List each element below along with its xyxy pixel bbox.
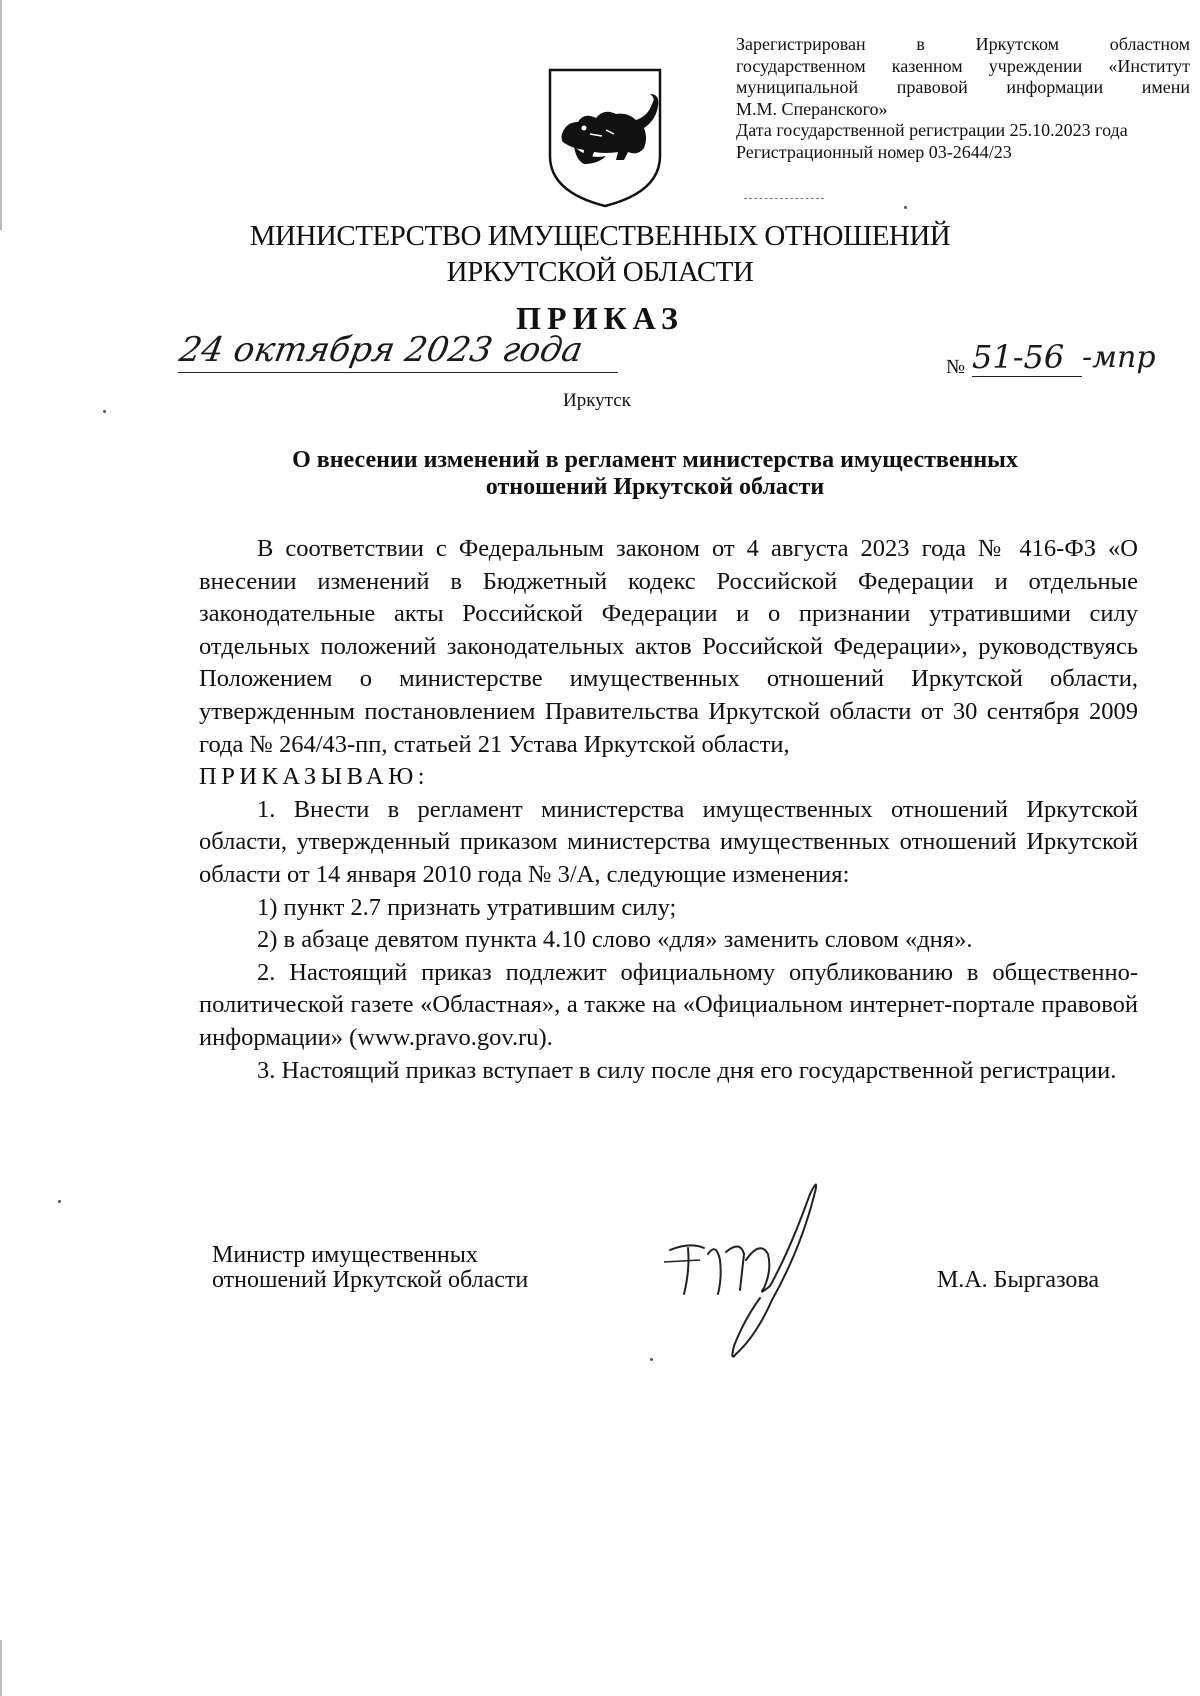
signatory-title-line2: отношений Иркутской области (212, 1267, 529, 1293)
preamble-paragraph: В соответствии с Федеральным законом от 4 августа 2023 года № 416-ФЗ «О внесении изменений в Бюджетный кодекс Российской Федерации и отдельные законодательные акты Российской Федерации и о признании утратившими силу отдельных положений законодательных актов Российской Федерации», руководствуясь Положением о министерстве имущественных отношений Иркутской области, утвержденным постановлением Правительства Иркутской области от 30 сентября 2009 года № 264/43-пп, статьей 21 Устава Иркутской области, (199, 535, 1138, 758)
scan-mark (744, 198, 824, 199)
item-1-subitem-2: 2) в абзаце девятом пункта 4.10 слово «для» заменить словом «дня». (257, 926, 973, 954)
scan-speck (103, 410, 106, 413)
signatory-title-line1: Министр имущественных (212, 1242, 478, 1268)
scan-speck (650, 1358, 653, 1361)
scan-edge-line (0, 0, 2, 230)
order-directive: ПРИКАЗЫВАЮ: (199, 763, 430, 791)
scan-speck (904, 206, 907, 209)
irkutsk-coat-of-arms-icon (544, 64, 666, 210)
scan-edge-line (0, 1640, 2, 1696)
registration-line: муниципальной правовой информации имени (736, 77, 1190, 97)
item-1-paragraph: 1. Внести в регламент министерства имущественных отношений Иркутской области, утвержденный приказом министерства имущественных отношений Иркутской области от 14 января 2010 года № 3/А, следующие изменения: (199, 795, 1138, 888)
item-3-paragraph: 3. Настоящий приказ вступает в силу после дня его государственной регистрации. (257, 1056, 1117, 1084)
registration-line: государственном казенном учреждении «Институт (736, 55, 1190, 76)
subject-line1: О внесении изменений в регламент министерства имущественных (292, 447, 1018, 473)
number-underline (972, 376, 1082, 377)
scan-speck (58, 1200, 61, 1203)
handwritten-order-number: 51-56 (972, 338, 1065, 376)
registration-line: Дата государственной регистрации 25.10.2023 года (736, 120, 1128, 140)
order-body (199, 533, 1138, 1087)
order-number-suffix: -мпр (1082, 340, 1156, 375)
city-name: Иркутск (563, 390, 631, 411)
item-2-paragraph: 2. Настоящий приказ подлежит официальному опубликованию в общественно-политической газете «Областная», а также на «Официальном интернет-портале правовой информации» (www.pravo.gov.ru). (199, 958, 1138, 1051)
signatory-name: М.А. Быргазова (937, 1267, 1100, 1293)
order-subject (210, 447, 1100, 501)
subject-line2: отношений Иркутской области (485, 474, 825, 500)
signatory-title (212, 1243, 528, 1293)
registration-line: М.М. Сперанского» (736, 98, 888, 119)
document-type-title: ПРИКАЗ (516, 300, 684, 336)
ministry-name-line2: ИРКУТСКОЙ ОБЛАСТИ (446, 256, 754, 288)
ministry-name-line1: МИНИСТЕРСТВО ИМУЩЕСТВЕННЫХ ОТНОШЕНИЙ (249, 220, 951, 252)
item-1-subitem-1: 1) пункт 2.7 признать утратившим силу; (257, 893, 677, 921)
registration-line: Зарегистрирован в Иркутском областном (736, 34, 1190, 54)
order-number-label: № (946, 356, 966, 378)
registration-stamp (736, 34, 1190, 163)
handwritten-signature (660, 1170, 890, 1370)
date-underline (178, 372, 618, 373)
registration-line: Регистрационный номер 03-2644/23 (736, 141, 1012, 162)
handwritten-date: 24 октября 2023 года (176, 330, 586, 370)
